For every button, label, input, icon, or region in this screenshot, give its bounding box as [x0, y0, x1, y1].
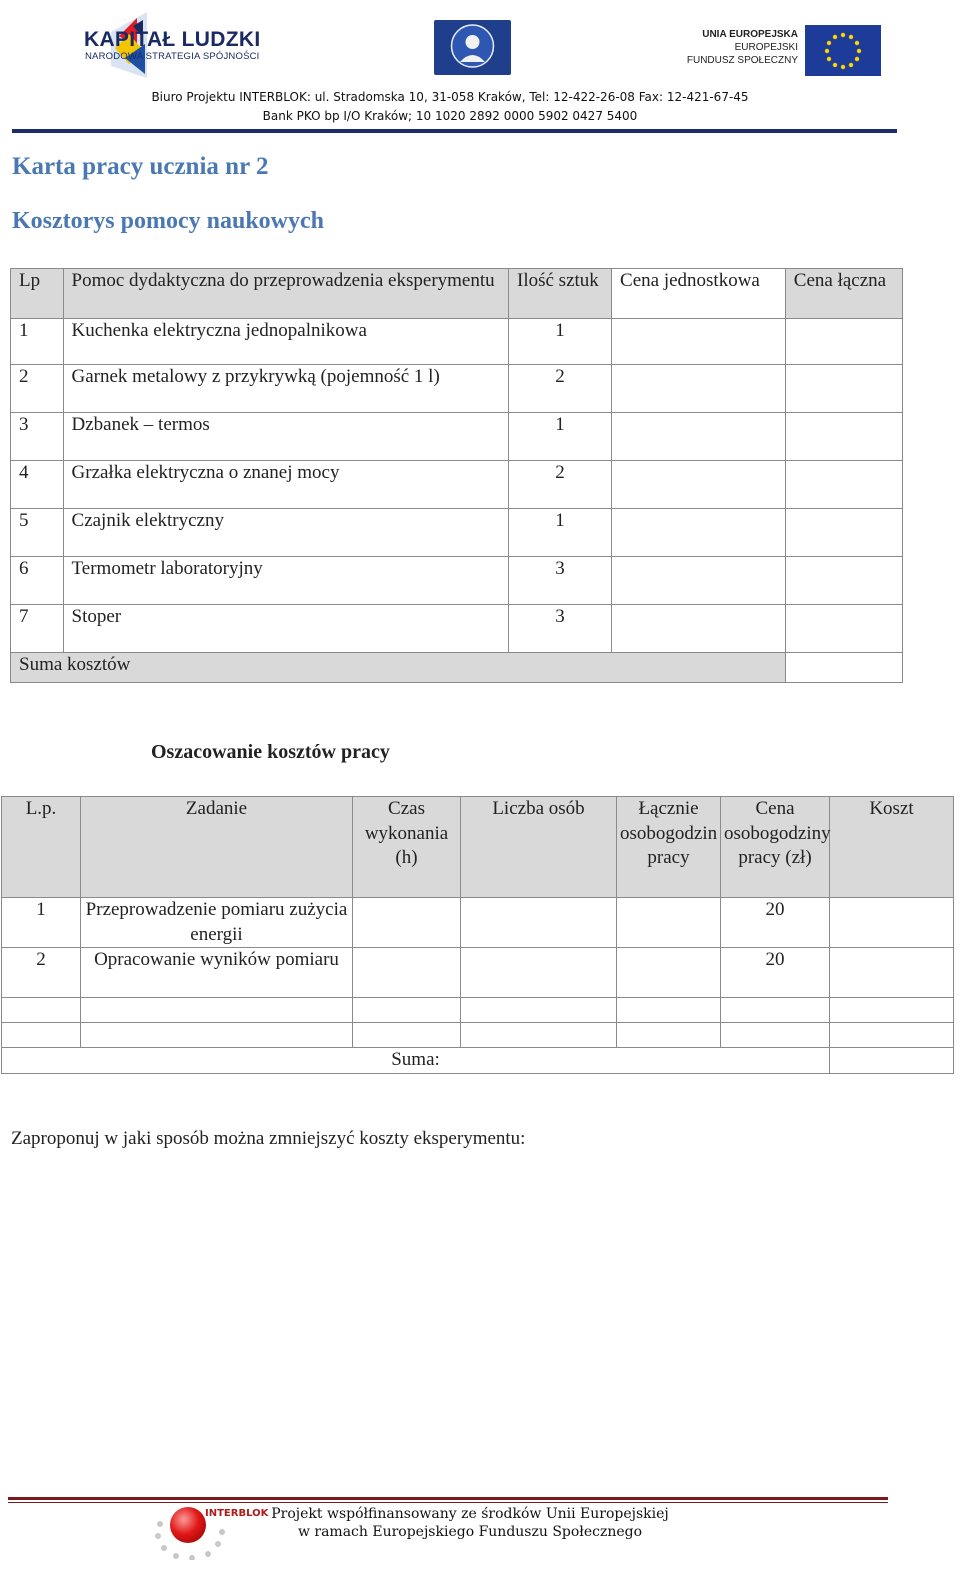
row-qty: 1	[509, 413, 612, 461]
row-task: Opracowanie wyników pomiaru	[81, 948, 353, 998]
sum-row	[2, 1048, 954, 1074]
empty-cell[interactable]	[721, 1023, 830, 1048]
table-row	[2, 998, 954, 1023]
row-item: Grzałka elektryczna o znanej mocy	[63, 461, 508, 509]
page-title: Karta pracy ucznia nr 2	[12, 153, 269, 180]
header-lp: L.p.	[2, 797, 81, 898]
header-total-price: Cena łączna	[785, 269, 902, 319]
ue-label	[680, 28, 798, 67]
page-subtitle: Kosztorys pomocy naukowych	[12, 208, 325, 234]
row-lp: 2	[11, 365, 64, 413]
sum-value[interactable]	[785, 653, 902, 683]
row-person-hours[interactable]	[617, 898, 721, 948]
row-people[interactable]	[461, 898, 617, 948]
address-line-2: Bank PKO bp I/O Kraków; 10 1020 2892 0000 5902 0427 5400	[262, 109, 638, 123]
sum-label: Suma:	[2, 1048, 830, 1074]
row-cost[interactable]	[830, 898, 954, 948]
empty-cell[interactable]	[830, 998, 954, 1023]
row-total-price[interactable]	[785, 509, 902, 557]
row-item: Kuchenka elektryczna jednopalnikowa	[63, 319, 508, 365]
row-item: Czajnik elektryczny	[63, 509, 508, 557]
kapital-ludzki-subtitle: NARODOWA STRATEGIA SPÓJNOŚCI	[85, 51, 260, 62]
row-unit-price[interactable]	[612, 605, 786, 653]
header-person-hours: Łącznie osobogodzin pracy	[617, 797, 721, 898]
empty-cell[interactable]	[81, 998, 353, 1023]
footer-line-2: w ramach Europejskiego Funduszu Społecznego	[297, 1524, 643, 1540]
row-lp: 5	[11, 509, 64, 557]
empty-cell[interactable]	[617, 998, 721, 1023]
sum-row	[11, 653, 903, 683]
header-divider	[12, 129, 897, 133]
table-row	[11, 557, 903, 605]
table-row	[2, 1023, 954, 1048]
header-time: Czas wykonania (h)	[353, 797, 461, 898]
empty-cell[interactable]	[353, 998, 461, 1023]
row-task: Przeprowadzenie pomiaru zużycia energii	[81, 898, 353, 948]
ue-line-2: EUROPEJSKI	[734, 42, 798, 53]
row-hour-rate: 20	[721, 898, 830, 948]
empty-cell[interactable]	[461, 998, 617, 1023]
row-total-price[interactable]	[785, 557, 902, 605]
row-unit-price[interactable]	[612, 365, 786, 413]
interblok-logo-icon	[170, 1507, 206, 1543]
table-row	[11, 365, 903, 413]
row-total-price[interactable]	[785, 461, 902, 509]
sum-value[interactable]	[830, 1048, 954, 1074]
cost-table	[10, 268, 903, 683]
footer-line-1: Projekt współfinansowany ze środków Unii Europejskiej	[271, 1506, 669, 1522]
row-time[interactable]	[353, 898, 461, 948]
row-total-price[interactable]	[785, 413, 902, 461]
cost-table-header-row	[11, 269, 903, 319]
table-row	[11, 605, 903, 653]
table-row	[2, 898, 954, 948]
empty-cell[interactable]	[721, 998, 830, 1023]
row-person-hours[interactable]	[617, 948, 721, 998]
table-row	[11, 413, 903, 461]
empty-cell[interactable]	[2, 1023, 81, 1048]
row-unit-price[interactable]	[612, 319, 786, 365]
address-line-1: Biuro Projektu INTERBLOK: ul. Stradomska 10, 31-058 Kraków, Tel: 12-422-26-08 Fax: 12-421-67-45	[151, 90, 749, 104]
table-row	[11, 319, 903, 365]
header-item: Pomoc dydaktyczna do przeprowadzenia eksperymentu	[63, 269, 508, 319]
row-unit-price[interactable]	[612, 413, 786, 461]
ue-line-3: FUNDUSZ SPOŁECZNY	[686, 55, 798, 66]
row-people[interactable]	[461, 948, 617, 998]
row-qty: 2	[509, 365, 612, 413]
table-row	[2, 948, 954, 998]
ue-line-1: UNIA EUROPEJSKA	[702, 29, 798, 40]
empty-cell[interactable]	[2, 998, 81, 1023]
row-hour-rate: 20	[721, 948, 830, 998]
kapital-ludzki-title: KAPITAŁ LUDZKI	[84, 28, 261, 51]
row-cost[interactable]	[830, 948, 954, 998]
header-hour-rate: Cena osobogodziny pracy (zł)	[721, 797, 830, 898]
row-qty: 2	[509, 461, 612, 509]
eu-flag-icon	[805, 25, 881, 76]
section-title-labor: Oszacowanie kosztów pracy	[151, 741, 390, 763]
header-unit-price: Cena jednostkowa	[612, 269, 786, 319]
row-lp: 4	[11, 461, 64, 509]
row-item: Dzbanek – termos	[63, 413, 508, 461]
row-lp: 1	[11, 319, 64, 365]
row-lp: 7	[11, 605, 64, 653]
row-qty: 3	[509, 557, 612, 605]
header-cost: Koszt	[830, 797, 954, 898]
row-lp: 1	[2, 898, 81, 948]
table-row	[11, 461, 903, 509]
row-item: Termometr laboratoryjny	[63, 557, 508, 605]
row-unit-price[interactable]	[612, 557, 786, 605]
empty-cell[interactable]	[617, 1023, 721, 1048]
labor-cost-table	[1, 796, 954, 1074]
header-lp: Lp	[11, 269, 64, 319]
empty-cell[interactable]	[353, 1023, 461, 1048]
row-unit-price[interactable]	[612, 461, 786, 509]
row-qty: 1	[509, 319, 612, 365]
table-row	[11, 509, 903, 557]
header-people: Liczba osób	[461, 797, 617, 898]
row-time[interactable]	[353, 948, 461, 998]
question-text: Zaproponuj w jaki sposób można zmniejszyć koszty eksperymentu:	[11, 1128, 526, 1149]
header-task: Zadanie	[81, 797, 353, 898]
row-total-price[interactable]	[785, 365, 902, 413]
school-emblem	[434, 20, 511, 75]
row-unit-price[interactable]	[612, 509, 786, 557]
footer-divider	[8, 1497, 888, 1500]
row-item: Stoper	[63, 605, 508, 653]
row-total-price[interactable]	[785, 605, 902, 653]
row-qty: 1	[509, 509, 612, 557]
portrait-icon	[434, 20, 511, 75]
row-lp: 6	[11, 557, 64, 605]
empty-cell[interactable]	[830, 1023, 954, 1048]
row-lp: 3	[11, 413, 64, 461]
footer-divider-thin	[8, 1502, 888, 1503]
labor-table-header-row	[2, 797, 954, 898]
row-qty: 3	[509, 605, 612, 653]
sum-label: Suma kosztów	[11, 653, 786, 683]
interblok-brand: INTERBLOK	[205, 1508, 269, 1519]
row-item: Garnek metalowy z przykrywką (pojemność 1 l)	[63, 365, 508, 413]
row-lp: 2	[2, 948, 81, 998]
empty-cell[interactable]	[461, 1023, 617, 1048]
row-total-price[interactable]	[785, 319, 902, 365]
empty-cell[interactable]	[81, 1023, 353, 1048]
header-qty: Ilość sztuk	[509, 269, 612, 319]
